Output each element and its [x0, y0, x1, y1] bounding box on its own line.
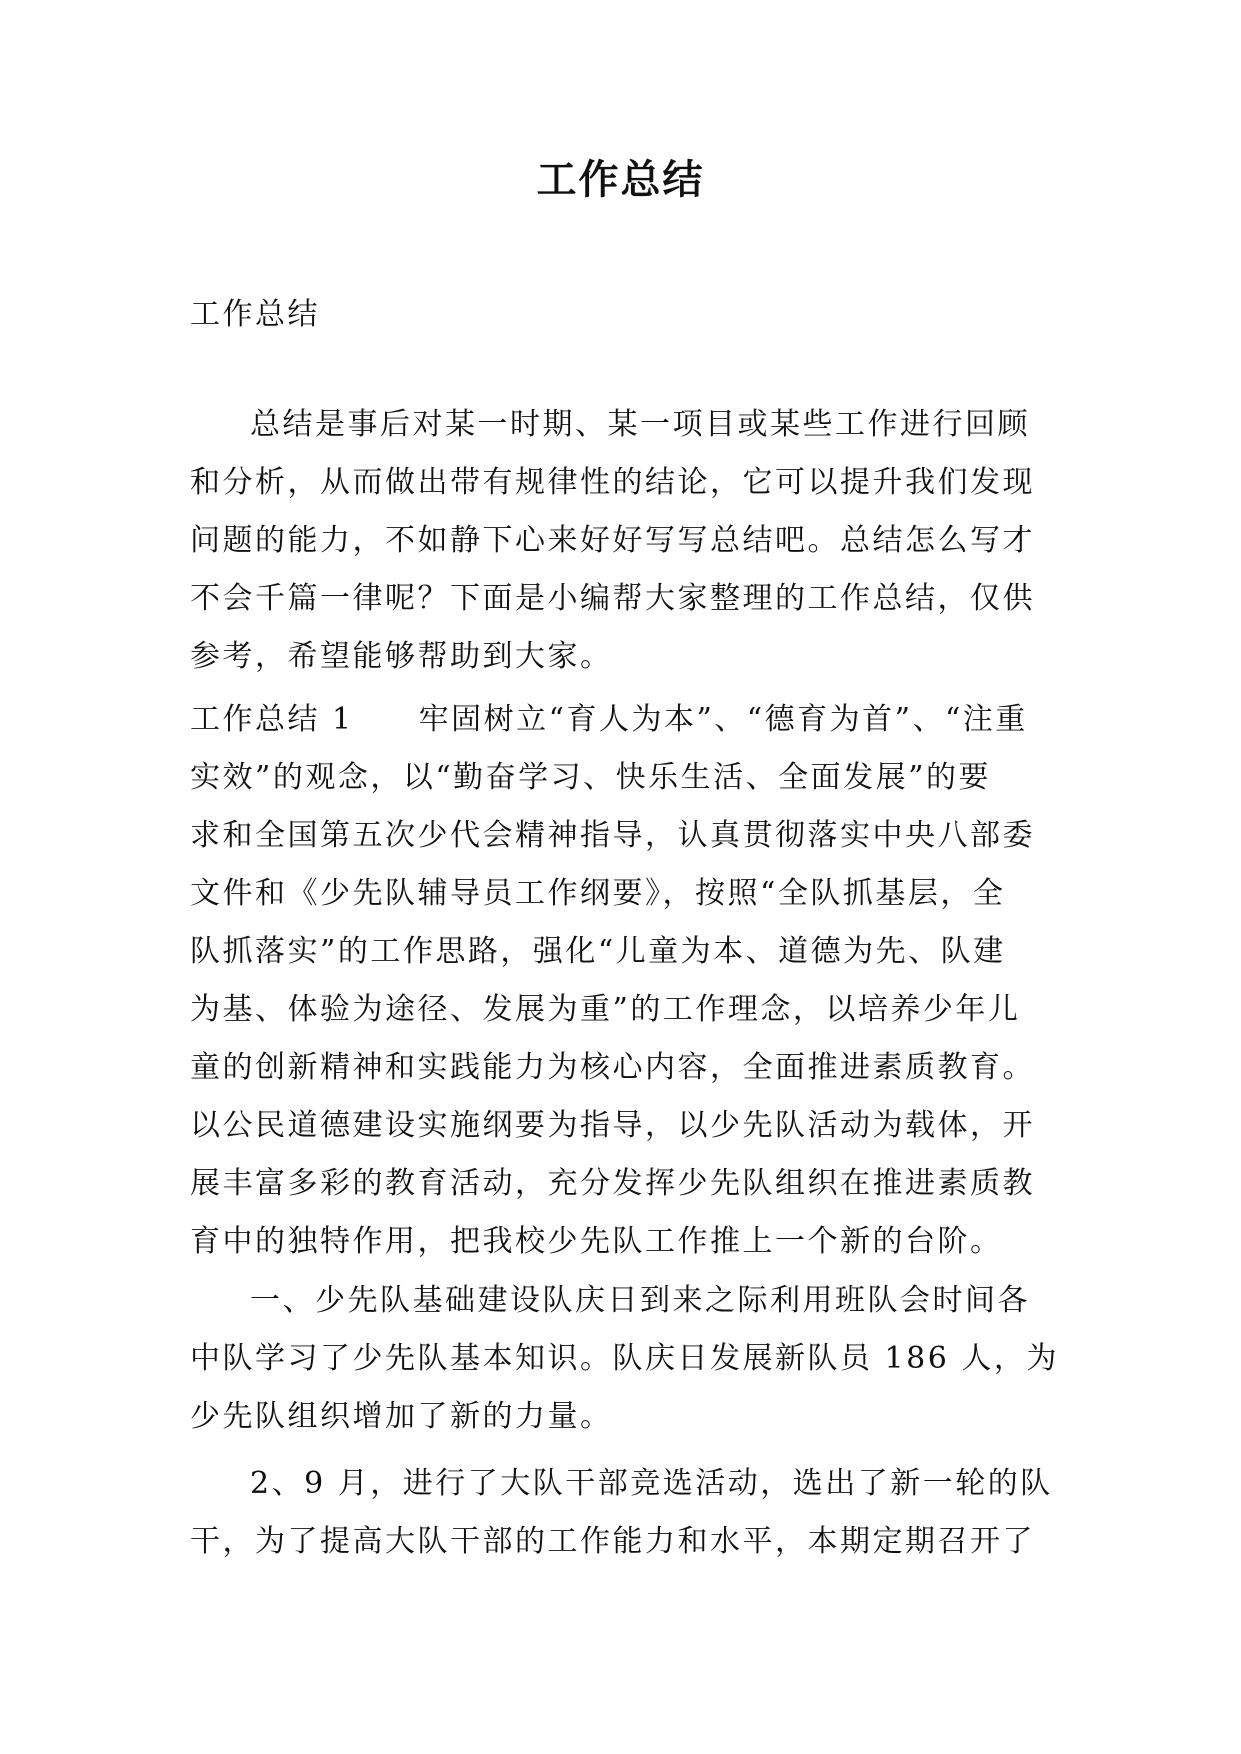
text-line: 中队学习了少先队基本知识。队庆日发展新队员 186 人，为: [190, 1341, 1059, 1376]
text-line: 和分析，从而做出带有规律性的结论，它可以提升我们发现: [190, 465, 1035, 500]
text-line: 文件和《少先队辅导员工作纲要》，按照“全队抓基层，全: [190, 876, 1006, 911]
text-line: 问题的能力，不如静下心来好好写写总结吧。总结怎么写才: [190, 523, 1035, 558]
text-line: 求和全国第五次少代会精神指导，认真贯彻落实中央八部委: [190, 818, 1035, 853]
text-line: 展丰富多彩的教育活动，充分发挥少先队组织在推进素质教: [190, 1166, 1035, 1201]
text-line: 一、少先队基础建设队庆日到来之际利用班队会时间各: [250, 1283, 1030, 1318]
text-line: 2、9 月，进行了大队干部竞选活动，选出了新一轮的队: [250, 1466, 1053, 1501]
text-line: 队抓落实”的工作思路，强化“儿童为本、道德为先、队建: [190, 934, 1006, 969]
text-line: 为基、体验为途径、发展为重”的工作理念，以培养少年儿: [190, 992, 1021, 1027]
text-line: 实效”的观念，以“勤奋学习、快乐生活、全面发展”的要: [190, 760, 992, 795]
text-line: 干，为了提高大队干部的工作能力和水平，本期定期召开了: [190, 1524, 1035, 1559]
document-title: 工作总结: [536, 157, 705, 203]
text-line: 总结是事后对某一时期、某一项目或某些工作进行回顾: [250, 407, 1030, 442]
text-line: 参考，希望能够帮助到大家。: [190, 639, 613, 674]
document-subtitle: 工作总结: [190, 297, 320, 332]
text-line: 育中的独特作用，把我校少先队工作推上一个新的台阶。: [190, 1224, 1003, 1259]
text-line: 工作总结 1 牢固树立“育人为本”、“德育为首”、“注重: [190, 702, 1028, 737]
text-line: 以公民道德建设实施纲要为指导，以少先队活动为载体，开: [190, 1108, 1035, 1143]
text-line: 不会千篇一律呢？下面是小编帮大家整理的工作总结，仅供: [190, 581, 1035, 616]
text-line: 少先队组织增加了新的力量。: [190, 1399, 613, 1434]
text-line: 童的创新精神和实践能力为核心内容，全面推进素质教育。: [190, 1050, 1035, 1085]
